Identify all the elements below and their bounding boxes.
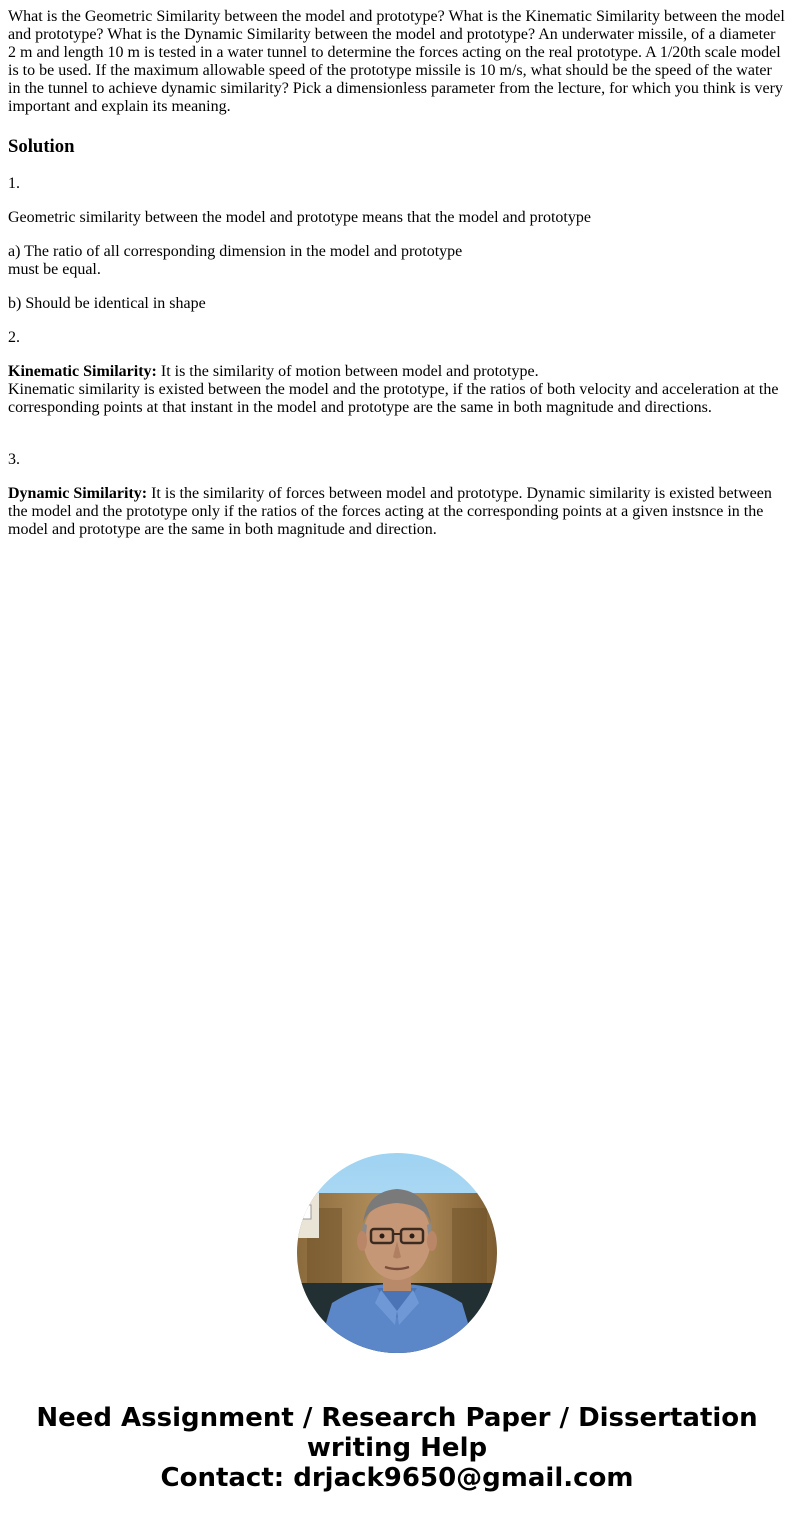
dynamic-similarity-term: Dynamic Similarity:	[8, 485, 148, 502]
kinematic-similarity-definition: It is the similarity of motion between model and prototype.	[156, 363, 539, 380]
geometric-point-a	[8, 243, 786, 279]
footer-contact: Contact: drjack9650@gmail.com	[160, 1463, 634, 1493]
part2-number: 2.	[8, 329, 20, 346]
geometric-point-a-line2: must be equal.	[8, 261, 101, 278]
geometric-point-a-line1: a) The ratio of all corresponding dimension in the model and prototype	[8, 243, 463, 260]
spacer	[8, 435, 786, 451]
footer-line1: Need Assignment / Research Paper / Dissertation	[36, 1403, 758, 1433]
kinematic-similarity-paragraph	[8, 363, 786, 417]
geometric-point-b: b) Should be identical in shape	[8, 295, 206, 312]
question-text: What is the Geometric Similarity between the model and prototype? What is the Kinematic Similarity between the model and prototype? What is the Dynamic Similarity between the model and prototype? An underwater missile, of a diameter 2 m and length 10 m is tested in a water tunnel to determine the forces acting on the real prototype. A 1/20th scale model is to be used. If the maximum allowable speed of the prototype missile is 10 m/s, what should be the speed of the water in the tunnel to achieve dynamic similarity? Pick a dimensionless parameter from the lecture, for which you think is very important and explain its meaning.	[8, 8, 785, 115]
dynamic-similarity-definition: It is the similarity of forces between model and prototype. Dynamic similarity is existed between the model and the prototype only if the ratios of the forces acting at the corresponding points at a given instsnce in the model and prototype are the same in both magnitude and direction.	[8, 485, 772, 538]
part3-number: 3.	[8, 451, 20, 468]
document-body	[8, 8, 786, 555]
part1-number: 1.	[8, 175, 20, 192]
spacer	[8, 417, 786, 435]
footer-line2: writing Help	[306, 1433, 488, 1463]
footer-banner	[0, 1403, 794, 1493]
dynamic-similarity-paragraph	[8, 485, 786, 539]
person-photo-icon	[297, 1153, 497, 1353]
solution-heading: Solution	[8, 136, 75, 157]
geometric-similarity-intro: Geometric similarity between the model and prototype means that the model and prototype	[8, 209, 591, 226]
kinematic-similarity-explanation: Kinematic similarity is existed between the model and the prototype, if the ratios of both velocity and acceleration at the corresponding points at that instant in the model and prototype are the same in both magnitude and directions.	[8, 381, 779, 416]
kinematic-similarity-term: Kinematic Similarity:	[8, 363, 157, 380]
